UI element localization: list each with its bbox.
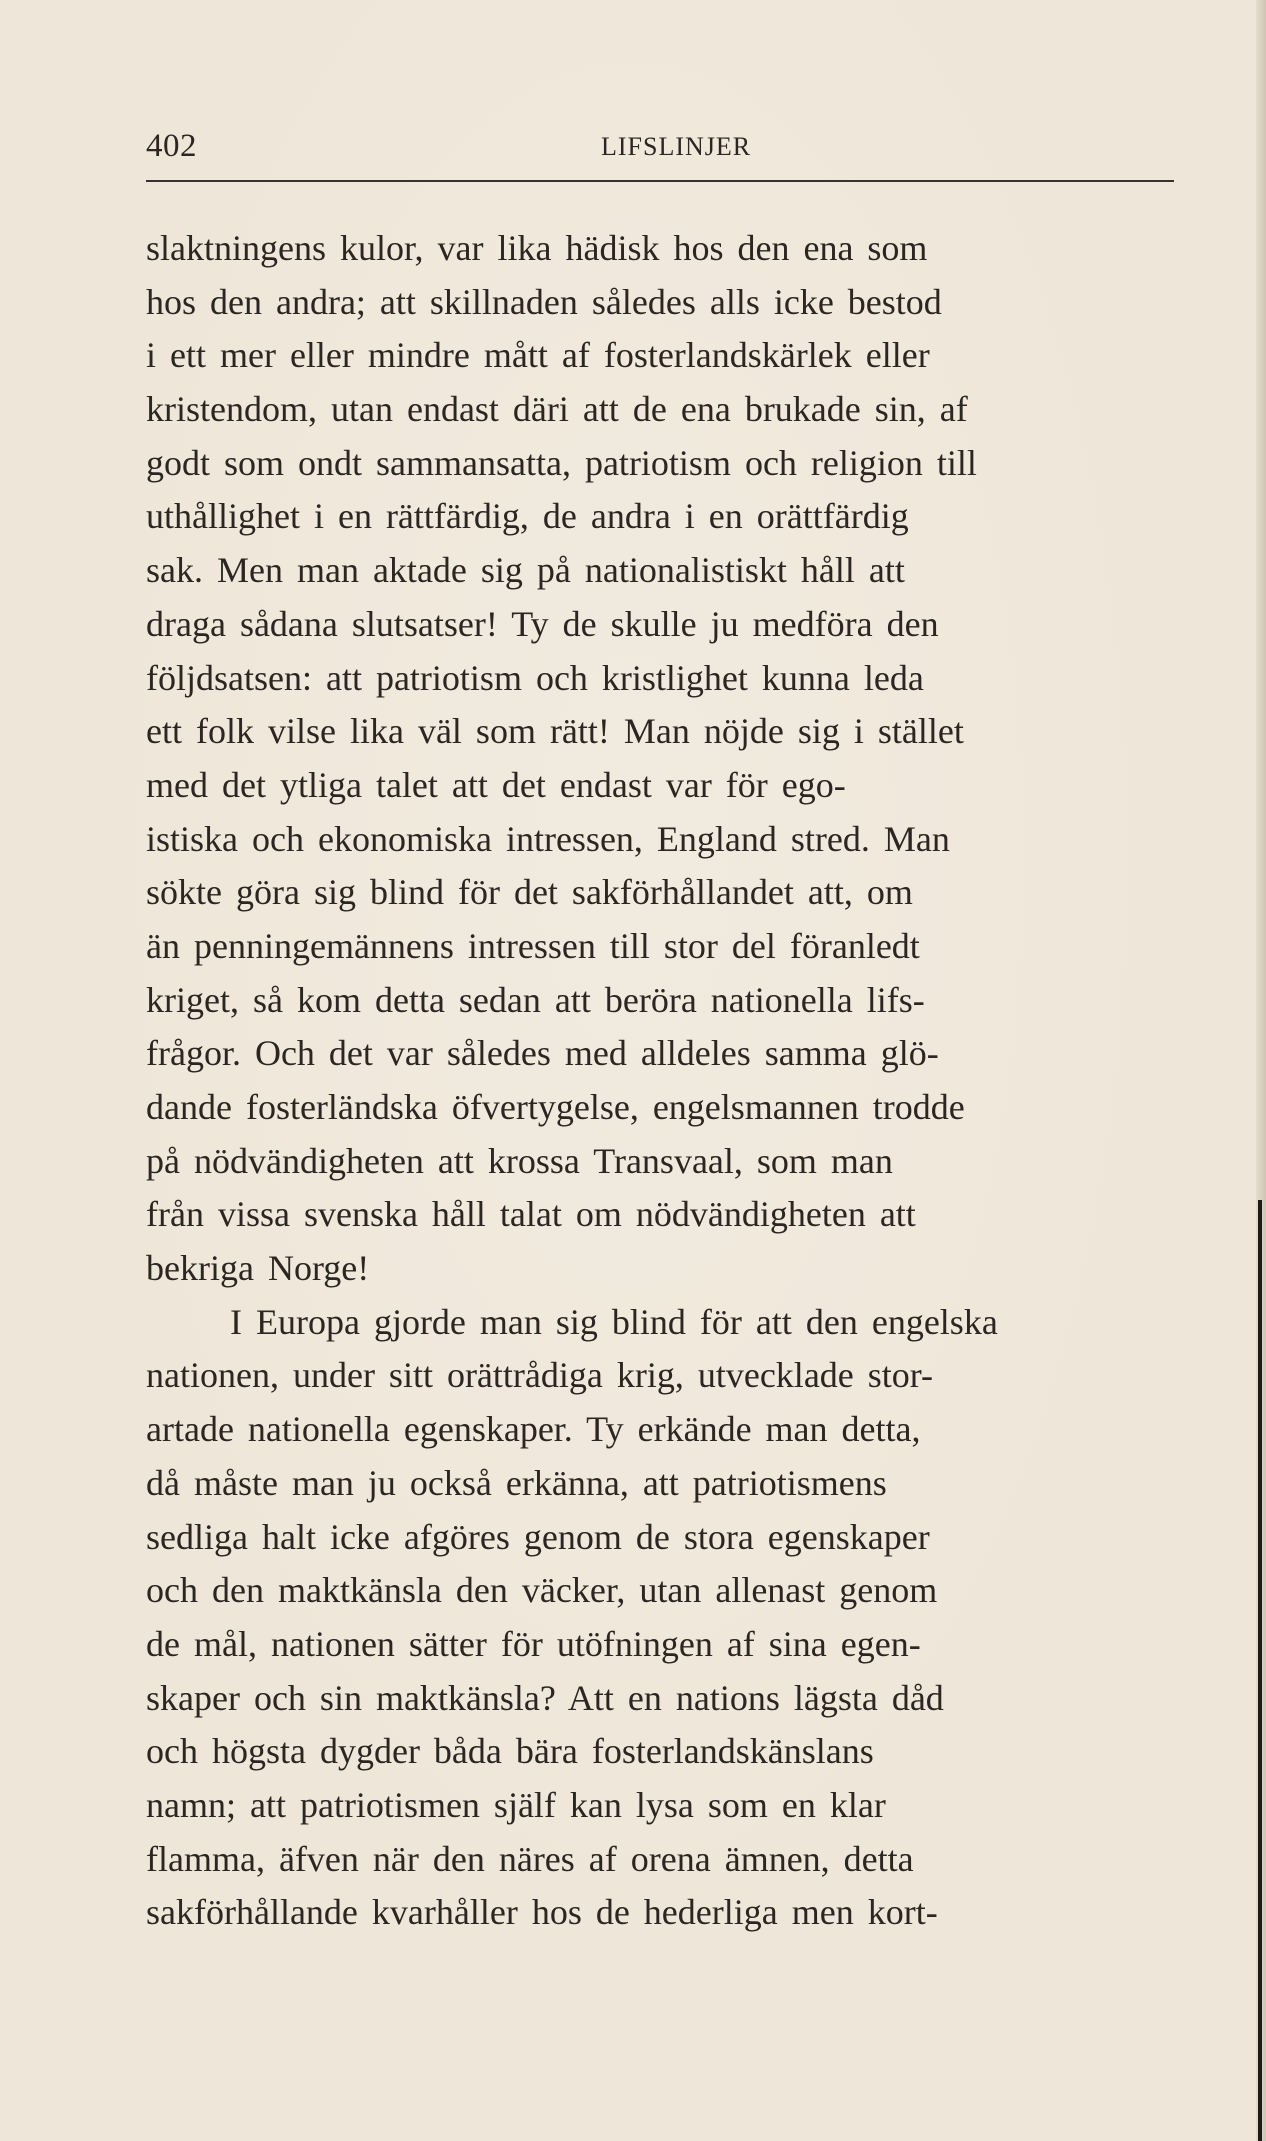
text-line: med det ytliga talet att det endast var för ego- [146,764,846,805]
text-line: i ett mer eller mindre mått af fosterlandskärlek eller [146,335,930,376]
text-line: följdsatsen: att patriotism och kristlighet kunna leda [146,657,924,698]
text-line: sökte göra sig blind för det sakförhållandet att, om [146,872,913,913]
text-line: sak. Men man aktade sig på nationalistiskt håll att [146,550,905,591]
page-edge-line [1258,1200,1262,2141]
text-line: och den maktkänsla den väcker, utan allenast genom [146,1570,938,1611]
text-line: och högsta dygder båda bära fosterlandskänslans [146,1731,874,1772]
text-line: dande fosterländska öfvertygelse, engelsmannen trodde [146,1087,965,1127]
text-line: skaper och sin maktkänsla? Att en nations lägsta dåd [146,1677,944,1718]
text-line: då måste man ju också erkänna, att patriotismens [146,1462,887,1503]
text-line: flamma, äfven när den näres af orena ämnen, detta [146,1838,914,1879]
text-line: uthållighet i en rättfärdig, de andra i en orättfärdig [146,496,909,537]
text-line: namn; att patriotismen själf kan lysa som en klar [146,1784,886,1825]
running-head: LIFSLINJER [601,132,752,161]
text-line: från vissa svenska håll talat om nödvändigheten att [146,1194,916,1235]
text-line: bekriga Norge! [146,1248,370,1289]
text-line: istiska och ekonomiska intressen, England stred. Man [146,818,950,859]
text-line: kriget, så kom detta sedan att beröra nationella lifs- [146,979,925,1020]
page-number: 402 [146,128,197,164]
text-line: slaktningens kulor, var lika hädisk hos den ena som [146,228,928,268]
text-line: artade nationella egenskaper. Ty erkände man detta, [146,1409,921,1450]
text-line: nationen, under sitt orättrådiga krig, utvecklade stor- [146,1355,934,1396]
text-line: hos den andra; att skillnaden således alls icke bestod [146,281,942,322]
text-line: kristendom, utan endast däri att de ena brukade sin, af [146,389,968,430]
header-rule [146,180,1174,182]
text-line: än penningemännens intressen till stor del föranledt [146,925,920,966]
text-line: frågor. Och det var således med alldeles samma glö- [146,1033,939,1074]
text-line: draga sådana slutsatser! Ty de skulle ju medföra den [146,603,939,644]
text-line: de mål, nationen sätter för utöfningen af sina egen- [146,1623,921,1664]
text-line: sakförhållande kvarhåller hos de hederliga men kort- [146,1892,938,1933]
text-line: ett folk vilse lika väl som rätt! Man nöjde sig i stället [146,711,964,752]
text-line: godt som ondt sammansatta, patriotism och religion till [146,442,977,483]
paragraph-first-line: I Europa gjorde man sig blind för att den engelska [230,1301,998,1342]
page-header [146,126,1174,176]
text-line: på nödvändigheten att krossa Transvaal, som man [146,1140,893,1181]
body-text [146,222,1208,1940]
text-line: sedliga halt icke afgöres genom de stora egenskaper [146,1516,930,1557]
